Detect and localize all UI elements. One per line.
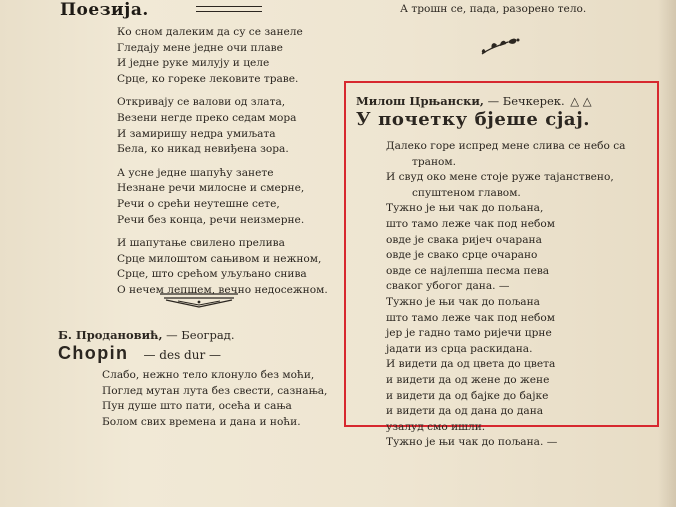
poem-subtitle: — des dur — <box>143 348 222 362</box>
poem-line: што тамо леже чак под небом <box>386 311 555 324</box>
poem-line: Тужно је њи чак до пољана <box>386 295 540 308</box>
poem-line: Везени негде преко седам мора <box>117 111 297 124</box>
poem-line: И свуд око мене стоје руже тајанствено, <box>386 171 614 184</box>
poem-line: Пун душе што пати, осећа и сања <box>102 400 292 413</box>
author-name: Милош Црњански, <box>356 94 484 108</box>
poem-2-heading <box>58 343 221 364</box>
continuation-line: А трошн се, пада, разорено тело. <box>400 3 587 15</box>
stanza <box>117 95 328 157</box>
poem-line: јадати из срца раскидана. <box>386 342 533 355</box>
poem-line: Срце милоштом сањивом и нежном, <box>117 252 322 265</box>
floral-ornament-icon <box>478 36 522 58</box>
ornament-icon <box>158 291 240 309</box>
page-edge-shadow <box>658 0 676 507</box>
poem-line: овде се најлепша песма пева <box>386 264 550 277</box>
poem-line: Гледају мене једне очи плаве <box>117 41 283 54</box>
poem-2 <box>102 368 327 430</box>
stanza <box>117 25 328 87</box>
poem-line: Срце, ко гореке лековите траве. <box>117 72 299 85</box>
poem-line: траном. <box>412 155 457 168</box>
poem-line: И видети да од цвета до цвета <box>386 358 556 371</box>
title-rule-top <box>196 6 262 7</box>
section-title: Поезија. <box>60 0 149 20</box>
poem-line: Болом свих времена и дана и ноћи. <box>102 415 301 428</box>
poem-line: Незнане речи милосне и смерне, <box>117 182 305 195</box>
author-place: — Београд. <box>166 328 235 342</box>
poem-title: У почетку бјеше сјај. <box>356 109 591 130</box>
poem-line: и видети да од дана до дана <box>386 405 544 418</box>
poem-line: Ко сном далеким да су се занеле <box>117 26 303 38</box>
author-prodanovic <box>58 328 234 342</box>
poem-line: Тужно је њи чак до пољана, <box>386 202 544 215</box>
poem-line: узалуд смо ишли. <box>386 420 486 433</box>
poem-line: овде је свака ријеч очарана <box>386 233 542 246</box>
poem-line: О нечем лепшем, вечно недосежном. <box>117 283 328 296</box>
triangle-marks: △ △ <box>570 94 592 108</box>
poem-line: Поглед мутан лута без свести, сазнања, <box>102 384 328 397</box>
poem-line: Откривају се валови од злата, <box>117 96 286 109</box>
poem-line: И шапутање свилено прелива <box>117 237 285 250</box>
poem-line: И једне руке милују и целе <box>117 57 270 70</box>
poem-line: Тужно је њи чак до пољана. — <box>386 436 558 449</box>
poem-line: и видети да од жене до жене <box>386 373 550 386</box>
poem-line: Слабо, нежно тело клонуло без моћи, <box>102 369 315 381</box>
poem-1 <box>117 25 328 299</box>
poem-line: што тамо леже чак под небом <box>386 217 555 230</box>
poem-crnjanski <box>386 139 626 451</box>
poem-line: и видети да од бајке до бајке <box>386 389 549 402</box>
poem-line: А усне једне шапућу занете <box>117 166 274 179</box>
poem-line: И замиришу недра умиљата <box>117 127 276 140</box>
poem-line: Речи о срећи неутешне сете, <box>117 197 280 210</box>
poem-line: јер је гадно тамо ријечи црне <box>386 327 552 340</box>
poem-line: Далеко горе испред мене слива се небо са <box>386 140 626 152</box>
poem-line: спуштеном главом. <box>412 186 521 199</box>
author-crnjanski <box>356 94 592 108</box>
author-name: Б. Продановић, <box>58 328 163 342</box>
poem-line: овде је свако срце очарано <box>386 249 538 262</box>
poem-title: Chopin <box>58 343 129 363</box>
author-place: — Бечкерек. <box>487 94 565 108</box>
stanza <box>117 236 328 298</box>
poem-line: Срце, што срећом уљуљано снива <box>117 268 307 281</box>
poem-line: сваког убогог дана. — <box>386 280 510 293</box>
poem-line: Бела, ко никад невиђена зора. <box>117 143 289 156</box>
title-rule-bottom <box>196 11 262 12</box>
stanza <box>117 166 328 228</box>
poem-line: Речи без конца, речи неизмерне. <box>117 213 305 226</box>
